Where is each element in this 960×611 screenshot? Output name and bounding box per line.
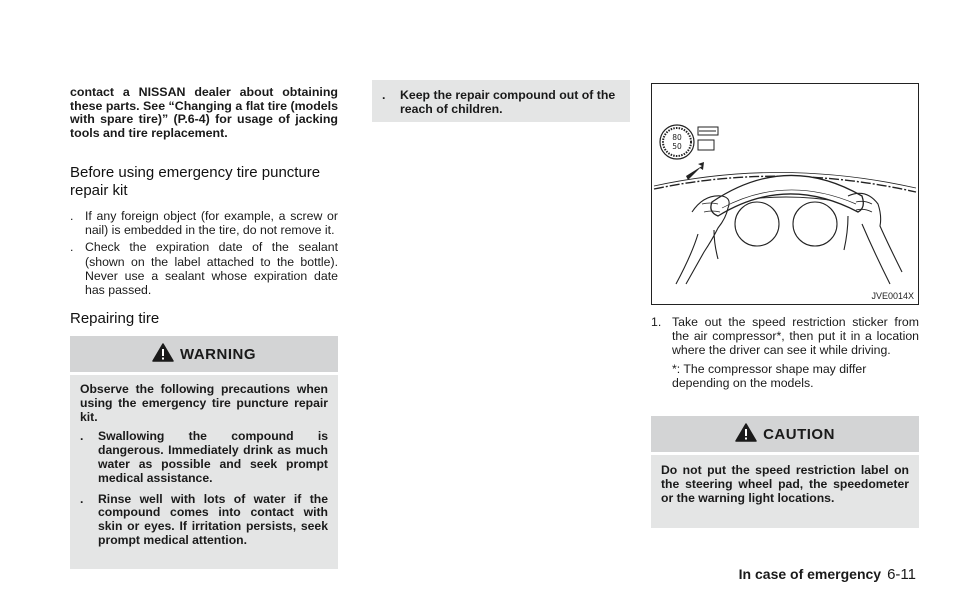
- step-1-text: Take out the speed restriction sticker from the air compressor*, then put it in a location where the driver can see it while driving.: [672, 315, 919, 358]
- list-item-text: If any foreign object (for example, a screw or nail) is embedded in the tire, do not remove it.: [85, 209, 338, 238]
- keep-away-text: Keep the repair compound out of the reach of children.: [400, 88, 616, 116]
- caution-box: Do not put the speed restriction label on the steering wheel pad, the speedometer or the warning light locations.: [651, 455, 919, 528]
- speed-sticker-icon: [660, 125, 718, 159]
- steering-wheel-illustration: [652, 84, 918, 304]
- sticker-top-value: 80: [672, 133, 682, 142]
- caution-triangle-icon: [735, 423, 757, 446]
- bullet: .: [382, 88, 386, 102]
- warning-title: WARNING: [180, 345, 256, 363]
- intro-paragraph: contact a NISSAN dealer about obtaining these parts. See “Changing a flat tire (models with spare tire)” (P.6-4) for usage of jacking tools and tire replacement.: [70, 85, 338, 140]
- page-footer: [739, 566, 916, 583]
- bullet: .: [80, 429, 84, 444]
- list-item: [70, 209, 338, 237]
- caution-title: CAUTION: [763, 425, 835, 443]
- page-number: 6-11: [887, 566, 916, 583]
- before-list: [70, 209, 338, 300]
- bullet: .: [70, 209, 74, 223]
- warning-list: [80, 430, 328, 547]
- steering-wheel-figure: [651, 83, 919, 305]
- list-item: [80, 493, 328, 548]
- heading-before-using-kit: Before using emergency tire puncture repair kit: [70, 164, 321, 199]
- list-item: [80, 430, 328, 485]
- step-1-note: *: The compressor shape may differ depending on the models.: [672, 361, 867, 390]
- list-item-text: Check the expiration date of the sealant (shown on the label attached to the bottle). Never use a sealant whose expiration date has passed.: [85, 240, 338, 298]
- warning-intro: Observe the following precautions when using the emergency tire puncture repair kit.: [80, 382, 328, 424]
- figure-code: JVE0014X: [871, 291, 914, 301]
- bullet: .: [80, 491, 84, 506]
- sticker-bottom-value: 50: [672, 142, 682, 151]
- warning-box: [70, 375, 338, 569]
- warning-header: [70, 336, 338, 372]
- list-item: [70, 240, 338, 297]
- keep-away-box: [372, 80, 630, 122]
- warning-triangle-icon: [152, 343, 174, 366]
- bullet: .: [70, 240, 74, 255]
- heading-repairing-tire: Repairing tire: [70, 310, 160, 327]
- step-1: [651, 315, 919, 390]
- section-name: In case of emergency: [738, 566, 882, 582]
- list-item-text: Swallowing the compound is dangerous. Immediately drink as much water as possible and seek prompt medical assistance.: [98, 429, 328, 485]
- caution-header: [651, 416, 919, 452]
- list-item-text: Rinse well with lots of water if the compound comes into contact with skin or eyes. If irritation persists, seek prompt medical attention.: [98, 491, 328, 547]
- step-number: 1.: [651, 315, 662, 329]
